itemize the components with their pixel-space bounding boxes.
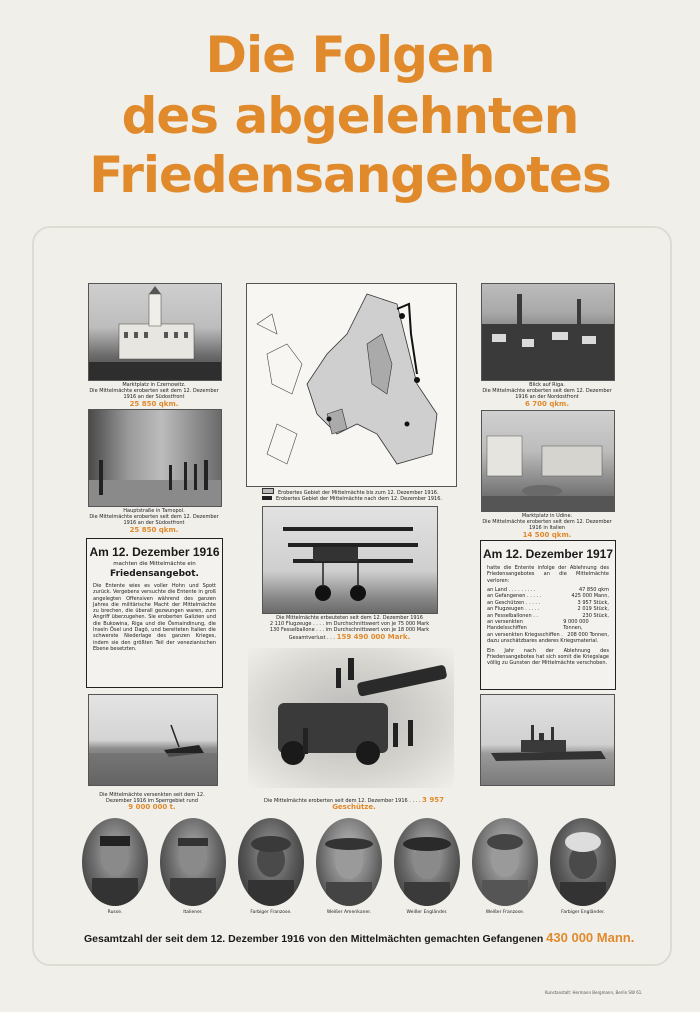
- map-image: [247, 284, 456, 486]
- photo-udine: [481, 410, 615, 512]
- triplane-image: [263, 507, 437, 613]
- czernowitz-townhall-image: [89, 284, 221, 380]
- photo-tarnopol: [88, 409, 222, 507]
- list-item: dazu unschätzbares anderes Kriegsmaterial.: [487, 638, 599, 645]
- map-legend: [262, 488, 462, 502]
- ships-text: Die Mittelmächte versenkten seit dem 12. Dezember 1916 im Sperrgebiet rund: [99, 792, 205, 805]
- portrait-colored-englishman: [550, 818, 616, 906]
- udine-caption: Marktplatz in Udine.: [521, 513, 573, 519]
- list-item: an Land . . . . . . . . . 47 850 qkm: [487, 586, 609, 593]
- aircraft-total-label: Gesamtverlust: [288, 634, 326, 641]
- photo-warship: [480, 694, 615, 786]
- czernowitz-text: Die Mittelmächte eroberten seit dem 12. Dezember 1916 an der Südostfront: [89, 388, 219, 401]
- portrait-label: Weißer Amerikaner.: [326, 910, 372, 915]
- tarnopol-street-image: [89, 410, 221, 506]
- map-europe: [246, 283, 457, 487]
- tarnopol-value: 25 850 qkm.: [129, 525, 179, 534]
- riga-caption: Blick auf Riga.: [529, 382, 565, 388]
- czernowitz-caption: Marktplatz in Czernowitz.: [122, 382, 186, 388]
- poster-title-line3: Friedensangebotes: [89, 146, 611, 204]
- aircraft-line2: 130 Fesselballone . . . im Durchschnittswert von je 18 000 Mark: [269, 627, 430, 634]
- tarnopol-caption-block: [86, 508, 222, 533]
- photo-riga: [481, 283, 615, 381]
- czernowitz-value: 25 850 qkm.: [129, 399, 179, 408]
- ships-caption-block: [86, 792, 218, 811]
- portrait-white-englishman: [394, 818, 460, 906]
- legend-black-icon: [262, 496, 272, 500]
- box-1916-sub: machten die Mittelmächte ein: [113, 561, 196, 567]
- riga-caption-block: [479, 382, 615, 407]
- warship-image: [481, 695, 614, 785]
- aircraft-line1: 2 110 Flugzeuge . . . . im Durchschnittswert von je 75 000 Mark: [269, 621, 430, 628]
- map-legend-2: Erobertes Gebiet der Mittelmächte nach dem 12. Dezember 1916.: [262, 496, 462, 502]
- box-1917-list: [487, 587, 609, 645]
- box-1916-text: Die Entente wies es voller Hohn und Spott zurück. Vergebens versuchte die Entente in groß angelegten Offensiven während des ganzen Jahres die militärische Macht der Mittelmächte zu brechen, die überall gezwungen waren, zum Angriff überzugehen. Sie eroberten Galizien und die Bukowina, Riga und die Ösmaindinung, die Inseln Ösel und Dagö, und bereiteten Italien die schwerste Niederlage des ganzen Krieges, indem sie den größten Teil der venezianischen Ebene besetzten.: [93, 583, 216, 652]
- poster-title-line2: des abgelehnten: [121, 87, 579, 145]
- aircraft-caption-block: Die Mittelmächte erbeuteten seit dem 12. Dezember 1916 2 110 Flugzeuge . . . . im Durchschnittswert von je 75 000 Mark 130 Fesselballone . . . im Durchschnittswert von je 18 000 Mark Gesamtverlust . . . 159 490 000 Mark.: [262, 615, 437, 641]
- map-legend-1: Erobertes Gebiet der Mittelmächte bis zum 12. Dezember 1916.: [262, 488, 462, 496]
- portrait-colored-frenchman: [238, 818, 304, 906]
- udine-square-image: [482, 411, 614, 511]
- aircraft-text: Die Mittelmächte erbeuteten seit dem 12. Dezember 1916: [276, 615, 423, 621]
- legend-gray-icon: [262, 488, 274, 494]
- udine-value: 14 500 qkm.: [522, 530, 572, 539]
- box-1917-intro: hatte die Entente infolge der Ablehnung des Friedensangebotes an die Mittelmächte verloren:: [487, 565, 609, 584]
- prisoners-total: [84, 930, 644, 945]
- printer-credit: Kunstanstalt: Hermann Bergmann, Berlin SW 61.: [545, 990, 643, 995]
- box-1917-heading: Am 12. Dezember 1917: [482, 547, 614, 561]
- sinking-ship-image: [89, 695, 217, 785]
- portrait-white-american: [316, 818, 382, 906]
- portrait-label: Russe.: [107, 910, 123, 915]
- portrait-russian: [82, 818, 148, 906]
- ships-value: 9 000 000 t.: [128, 803, 176, 812]
- portrait-label: Italiener.: [183, 910, 203, 915]
- list-item: an versenkten Handelsschiffen 9 000 000 Tonnen,: [487, 618, 589, 632]
- box-1917-outro: Ein Jahr nach der Ablehnung des Friedensangebotes hat sich somit die Kriegslage völlig zu Gunsten der Mittelmächte verschoben.: [487, 647, 609, 667]
- tarnopol-caption: Hauptstraße in Tarnopol.: [123, 508, 185, 514]
- udine-caption-block: [479, 513, 615, 538]
- riga-city-image: [482, 284, 614, 380]
- captured-gun-image: [248, 648, 454, 788]
- info-box-1917: [480, 540, 616, 690]
- list-item: an Gefangenen . . . . . 425 000 Mann,: [487, 593, 609, 600]
- guns-caption-block: Die Mittelmächte eroberten seit dem 12. Dezember 1916 . . . . 3 957 Geschütze.: [264, 796, 444, 812]
- list-item: an Fesselballonen . . 230 Stück,: [487, 612, 609, 619]
- list-item: an versenkten Kriegsschiffen . 208 000 Tonnen,: [487, 631, 609, 638]
- box-1916-heading: Am 12. Dezember 1916: [89, 545, 220, 559]
- riga-text: Die Mittelmächte eroberten seit dem 12. Dezember 1916 an der Nordostfront: [482, 388, 612, 401]
- prisoners-value: 430 000 Mann.: [546, 930, 635, 945]
- portrait-italian: [160, 818, 226, 906]
- poster-title-line1: Die Folgen: [205, 26, 495, 84]
- tarnopol-text: Die Mittelmächte eroberten seit dem 12. Dezember 1916 an der Südostfront: [89, 514, 219, 527]
- box-1916-bold: Friedensangebot.: [110, 569, 199, 579]
- prisoners-text: Gesamtzahl der seit dem 12. Dezember 1916 von den Mittelmächten gemachten Gefangenen: [84, 933, 544, 945]
- portrait-label: Weißer Engländer.: [406, 910, 448, 915]
- photo-guns: [248, 648, 454, 788]
- guns-value: 3 957 Geschütze.: [332, 796, 444, 812]
- info-box-1916: [86, 538, 223, 688]
- photo-ships: [88, 694, 218, 786]
- photo-czernowitz: [88, 283, 222, 381]
- udine-text: Die Mittelmächte eroberten seit dem 12. Dezember 1916 in Italien: [482, 519, 612, 532]
- guns-text: Die Mittelmächte eroberten seit dem 12. Dezember 1916: [264, 798, 408, 804]
- aircraft-total-value: 159 490 000 Mark.: [336, 632, 411, 641]
- riga-value: 6 700 qkm.: [525, 399, 569, 408]
- portrait-label: Farbiger Engländer.: [561, 910, 605, 915]
- portrait-white-frenchman: [472, 818, 538, 906]
- portrait-label: Farbiger Franzose.: [250, 910, 292, 915]
- photo-aircraft: [262, 506, 438, 614]
- czernowitz-caption-block: [86, 382, 222, 407]
- list-item: an Geschützen . . . . . 3 957 Stück,: [487, 599, 609, 606]
- list-item: an Flugzeugen . . . . . 2 019 Stück,: [487, 606, 609, 613]
- portrait-label: Weißer Franzose.: [485, 910, 525, 915]
